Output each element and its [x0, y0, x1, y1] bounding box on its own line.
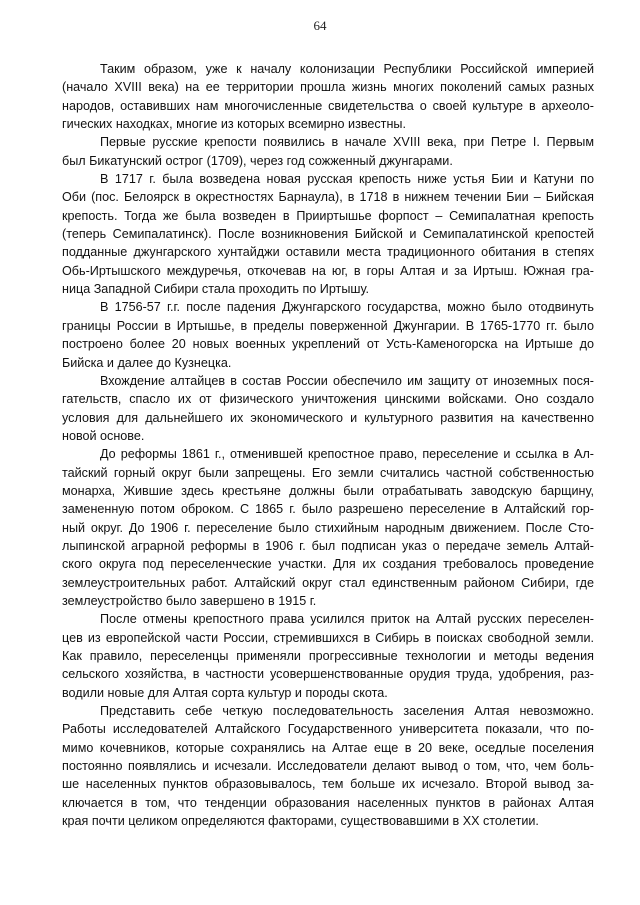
paragraph: [62, 170, 594, 298]
text-line: Вхождение алтайцев в состав России обеспечило им защиту от иноземных пося-: [100, 373, 594, 388]
text-line: ского округа под переселенческие участки. Для их создания требовалось проведение: [62, 557, 594, 572]
text-line: В 1756-57 г.г. после падения Джунгарского государства, можно было отодвинуть: [100, 300, 594, 315]
paragraph: [62, 372, 594, 445]
text-line: края почти целиком определяются факторами, существовавшими в ХХ столетии.: [62, 814, 539, 829]
text-line: народов, оставивших нам многочисленные свидетельства о своей культуре в археоло-: [62, 98, 594, 113]
body-text: [62, 60, 594, 830]
text-line: ный округ. До 1906 г. переселение было стихийным народным движением. После Сто-: [62, 520, 594, 535]
text-line: Представить себе четкую последовательность заселения Алтая невозможно.: [100, 704, 594, 719]
text-line: Обь-Иртышского междуречья, откочевав на юг, в горы Алтая и за Иртыш. Южная гра-: [62, 263, 594, 278]
page-number: 64: [313, 18, 327, 33]
text-line: землеустроительных работ. Алтайский округ стал единственным районом Сибири, где: [62, 575, 594, 590]
text-line: построено более 20 новых военных укреплений от Усть-Каменогорска на Иртыше до: [62, 337, 594, 352]
paragraph: [62, 60, 594, 133]
text-line: гических находках, многие из которых всемирно известны.: [62, 117, 406, 132]
text-line: Таким образом, уже к началу колонизации Республики Российской империей: [100, 62, 594, 76]
text-line: новой основе.: [62, 428, 145, 443]
text-line: Как правило, переселенцы применяли прогрессивные технологии и методы ведения: [62, 649, 594, 663]
text-line: гательств, спасло их от физического уничтожения цинскими войсками. Оно создало: [62, 392, 594, 407]
text-line: До реформы 1861 г., отменившей крепостное право, переселение и ссылка в Ал-: [100, 447, 594, 462]
text-line: Первые русские крепости появились в начале XVIII века, при Петре I. Первым: [100, 135, 594, 150]
text-line: Оби (пос. Белоярск в окрестностях Барнаула), в 1718 в нижнем течении Бии – Бийская: [62, 190, 594, 205]
text-line: землеустройство было завершено в 1915 г.: [62, 593, 317, 608]
text-line: замененную потом оброком. С 1865 г. было разрешено переселение в Алтайский гор-: [62, 502, 594, 517]
text-line: подданные джунгарского хунтайджи оставили места традиционного обитания в степях: [62, 245, 594, 260]
text-line: мимо кочевников, которые сохранялись на Алтае еще в 20 веке, оседлые поселения: [62, 740, 594, 755]
text-line: монарха, Жившие здесь крестьяне должны были отрабатывать заводскую барщину,: [62, 483, 594, 498]
text-line: После отмены крепостного права усилился приток на Алтай русских переселен-: [100, 612, 594, 627]
text-line: тайский горный округ были запрещены. Его земли считались частной собственностью: [62, 465, 594, 480]
paragraph: [62, 702, 594, 830]
text-line: цев из европейской части России, стремившихся в Сибирь в поисках свободной земли.: [62, 630, 594, 645]
paragraph: [62, 445, 594, 610]
text-line: В 1717 г. была возведена новая русская крепость ниже устья Бии и Катуни по: [100, 172, 594, 187]
text-line: лыпинской аграрной реформы в 1906 г. был подписан указ о передаче земель Алтай-: [62, 538, 594, 553]
text-line: водили новые для Алтая сорта культур и породы скота.: [62, 685, 388, 700]
text-line: (теперь Семипалатинск). После возникновения Бийской и Семипалатинской крепостей: [62, 227, 594, 242]
text-line: ница Западной Сибири стала проходить по Иртышу.: [62, 282, 370, 297]
paragraph: [62, 610, 594, 702]
text-line: сельского хозяйства, в частности усовершенствованные орудия труда, удобрения, раз-: [62, 667, 594, 682]
text-line: постоянно появлялись и исчезали. Исследователи делают вывод о том, что, чем боль-: [62, 759, 594, 774]
text-line: ключается в том, что тенденции образования населенных пунктов в районах Алтая: [62, 795, 594, 810]
text-line: границы России в Иртышье, в пределы поверженной Джунгарии. В 1765-1770 гг. было: [62, 318, 594, 333]
text-line: Бийска и далее до Кузнецка.: [62, 355, 232, 370]
text-line: (начало XVIII века) на ее территории прошла жизнь многих поколений самых разных: [62, 80, 594, 95]
text-line: Работы исследователей Алтайского Государственного университета показали, что по-: [62, 722, 594, 737]
text-line: крепость. Тогда же была возведен в Прииртышье форпост – Семипалатная крепость: [62, 208, 594, 223]
paragraph: [62, 298, 594, 371]
text-line: ше населенных пунктов образовывалось, тем больше их исчезало. Второй вывод за-: [62, 777, 594, 792]
text-line: условия для дальнейшего их экономического и культурного развития на качественно: [62, 410, 594, 425]
paragraph: [62, 133, 594, 170]
text-line: был Бикатунский острог (1709), через год сожженный джунгарами.: [62, 153, 453, 168]
